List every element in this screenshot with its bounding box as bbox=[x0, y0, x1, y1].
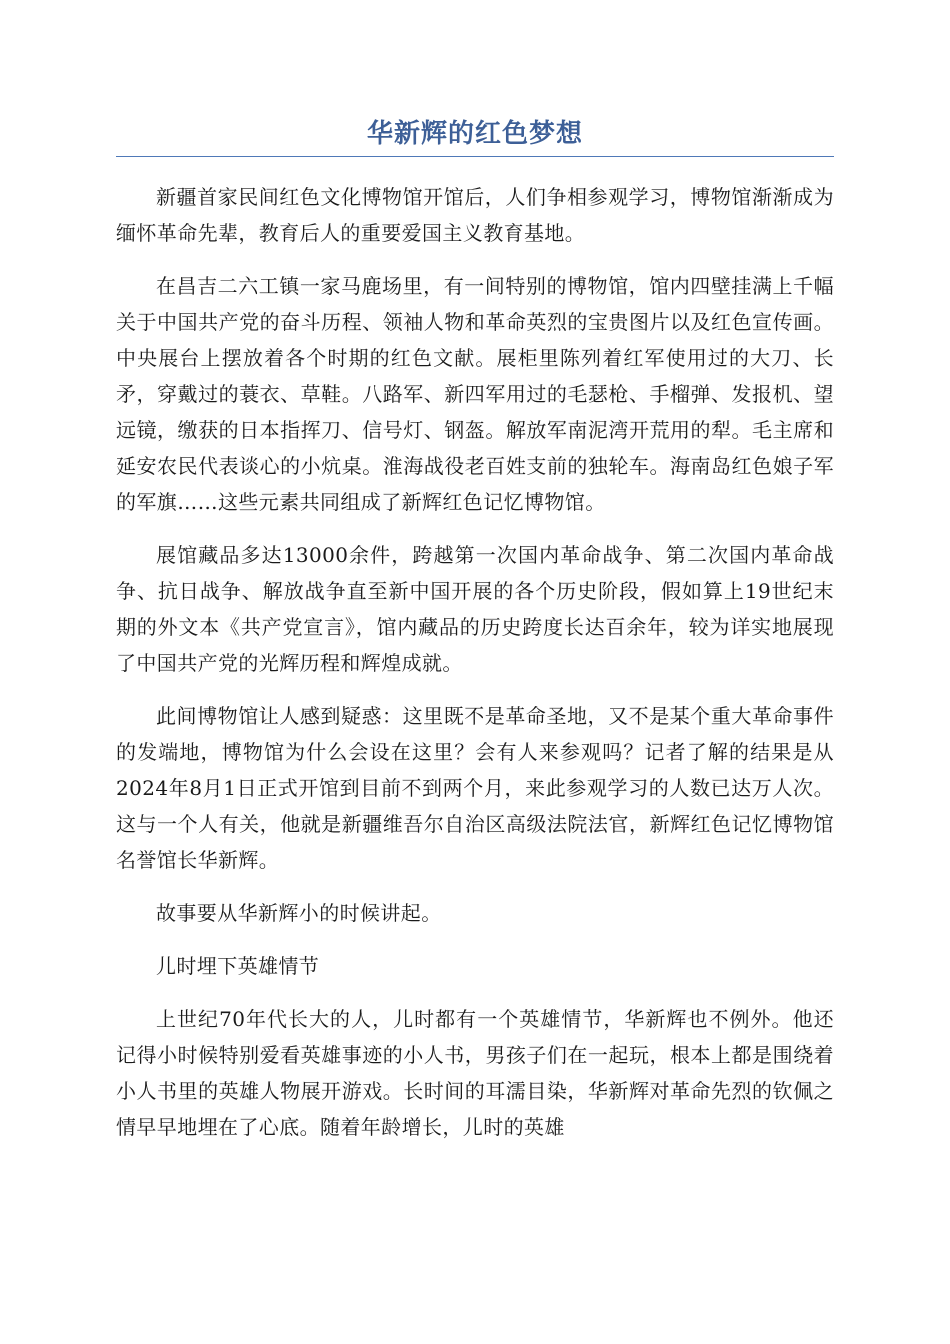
document-title: 华新辉的红色梦想 bbox=[366, 119, 583, 149]
paragraph-intro: 新疆首家民间红色文化博物馆开馆后，人们争相参观学习，博物馆渐渐成为缅怀革命先辈，教育后人的重要爱国主义教育基地。 bbox=[116, 185, 834, 245]
paragraph-childhood: 上世纪70年代长大的人，儿时都有一个英雄情节，华新辉也不例外。他还记得小时候特别爱看英雄事迹的小人书，男孩子们在一起玩，根本上都是围绕着小人书里的英雄人物展开游戏。长时间的耳濡目染，华新辉对革命先烈的钦佩之情早早地埋在了心底。随着年龄增长，儿时的英雄 bbox=[116, 1007, 834, 1139]
paragraph-museum-description: 在昌吉二六工镇一家马鹿场里，有一间特别的博物馆，馆内四壁挂满上千幅关于中国共产党的奋斗历程、领袖人物和革命英烈的宝贵图片以及红色宣传画。中央展台上摆放着各个时期的红色文献。展柜里陈列着红军使用过的大刀、长矛，穿戴过的蓑衣、草鞋。八路军、新四军用过的毛瑟枪、手榴弹、发报机、望远镜，缴获的日本指挥刀、信号灯、钢盔。解放军南泥湾开荒用的犁。毛主席和延安农民代表谈心的小炕桌。淮海战役老百姓支前的独轮车。海南岛红色娘子军的军旗……这些元素共同组成了新辉红色记忆博物馆。 bbox=[116, 274, 834, 514]
title-underline bbox=[116, 156, 834, 157]
section-subheading: 儿时埋下英雄情节 bbox=[156, 954, 320, 978]
paragraph-story-start: 故事要从华新辉小的时候讲起。 bbox=[156, 901, 442, 925]
document-page bbox=[116, 112, 834, 1162]
paragraph-question: 此间博物馆让人感到疑惑：这里既不是革命圣地，又不是某个重大革命事件的发端地，博物馆为什么会设在这里？会有人来参观吗？记者了解的结果是从2024年8月1日正式开馆到目前不到两个月，来此参观学习的人数已达万人次。这与一个人有关，他就是新疆维吾尔自治区高级法院法官，新辉红色记忆博物馆名誉馆长华新辉。 bbox=[116, 704, 834, 872]
paragraph-collection: 展馆藏品多达13000余件，跨越第一次国内革命战争、第二次国内革命战争、抗日战争、解放战争直至新中国开展的各个历史阶段，假如算上19世纪末期的外文本《共产党宣言》，馆内藏品的历史跨度长达百余年，较为详实地展现了中国共产党的光辉历程和辉煌成就。 bbox=[116, 543, 834, 675]
